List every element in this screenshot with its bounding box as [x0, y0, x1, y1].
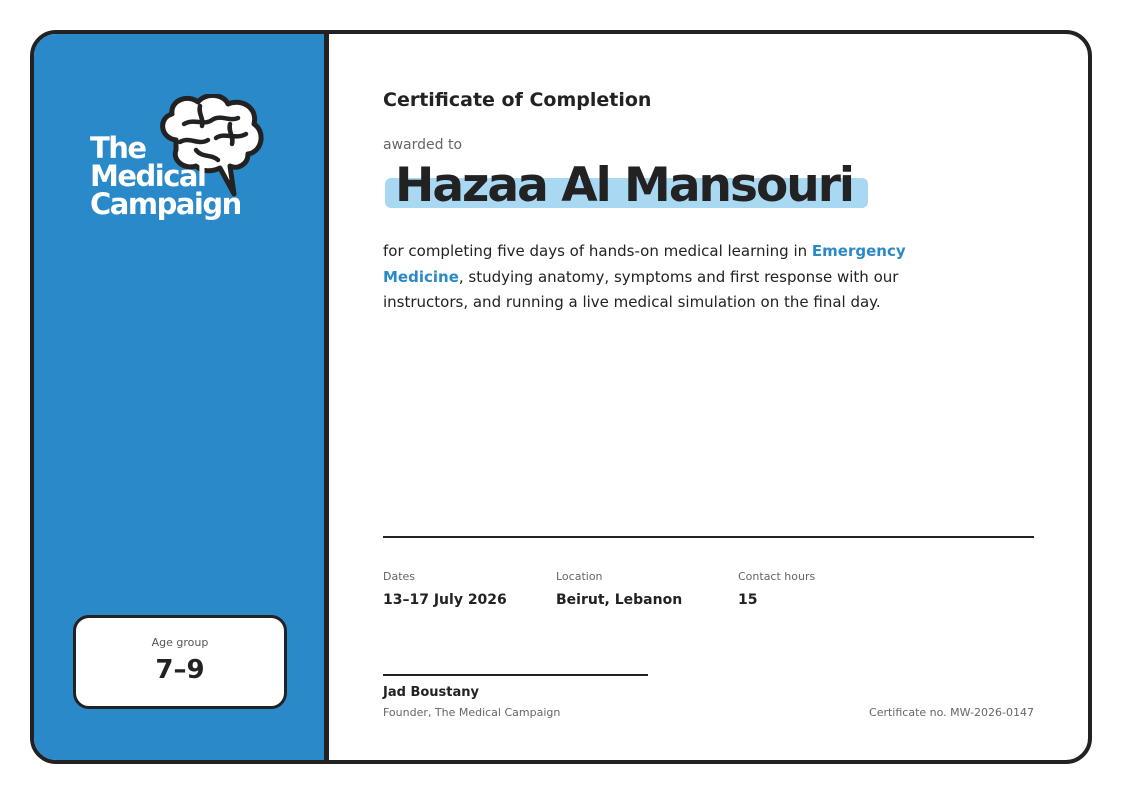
contact-hours-label: Contact hours — [738, 570, 816, 583]
brand-wordmark-line: Medical — [90, 159, 206, 193]
certificate-title: Certificate of Completion — [383, 89, 652, 111]
detail-location — [556, 570, 682, 608]
completion-description — [383, 239, 923, 316]
certificate-card — [30, 30, 1092, 764]
signatory-role: Founder, The Medical Campaign — [383, 706, 561, 719]
brand-logo — [90, 94, 270, 234]
recipient-name-block — [383, 154, 883, 219]
certificate-body — [383, 34, 1034, 760]
signatory-name: Jad Boustany — [383, 685, 479, 700]
description-rest: , studying anatomy, symptoms and first response with our instructors, and running a live medical simulation on the final day. — [383, 267, 899, 311]
signature-line — [383, 674, 648, 676]
detail-dates — [383, 570, 507, 608]
program-field: Emergency Medicine — [383, 242, 906, 286]
location-value: Beirut, Lebanon — [556, 592, 683, 608]
age-group-value: 7–9 — [155, 655, 205, 685]
divider — [383, 536, 1034, 538]
description-intro: for completing five days of hands-on medical learning in — [383, 242, 812, 260]
age-group-label: Age group — [151, 636, 209, 649]
dates-value: 13–17 July 2026 — [383, 592, 507, 608]
contact-hours-value: 15 — [738, 592, 758, 608]
awarded-to-label: awarded to — [383, 137, 463, 153]
detail-contact-hours — [738, 570, 815, 608]
location-label: Location — [556, 570, 603, 583]
recipient-name: Hazaa Al Mansouri — [395, 158, 854, 213]
dates-label: Dates — [383, 570, 416, 583]
sidebar-panel — [34, 34, 329, 760]
brand-wordmark-line: Campaign — [90, 187, 241, 221]
brand-wordmark-line: The — [90, 131, 146, 165]
age-group-badge — [73, 615, 287, 709]
brand-wordmark — [90, 131, 241, 221]
certificate-number: Certificate no. MW-2026-0147 — [869, 706, 1034, 719]
